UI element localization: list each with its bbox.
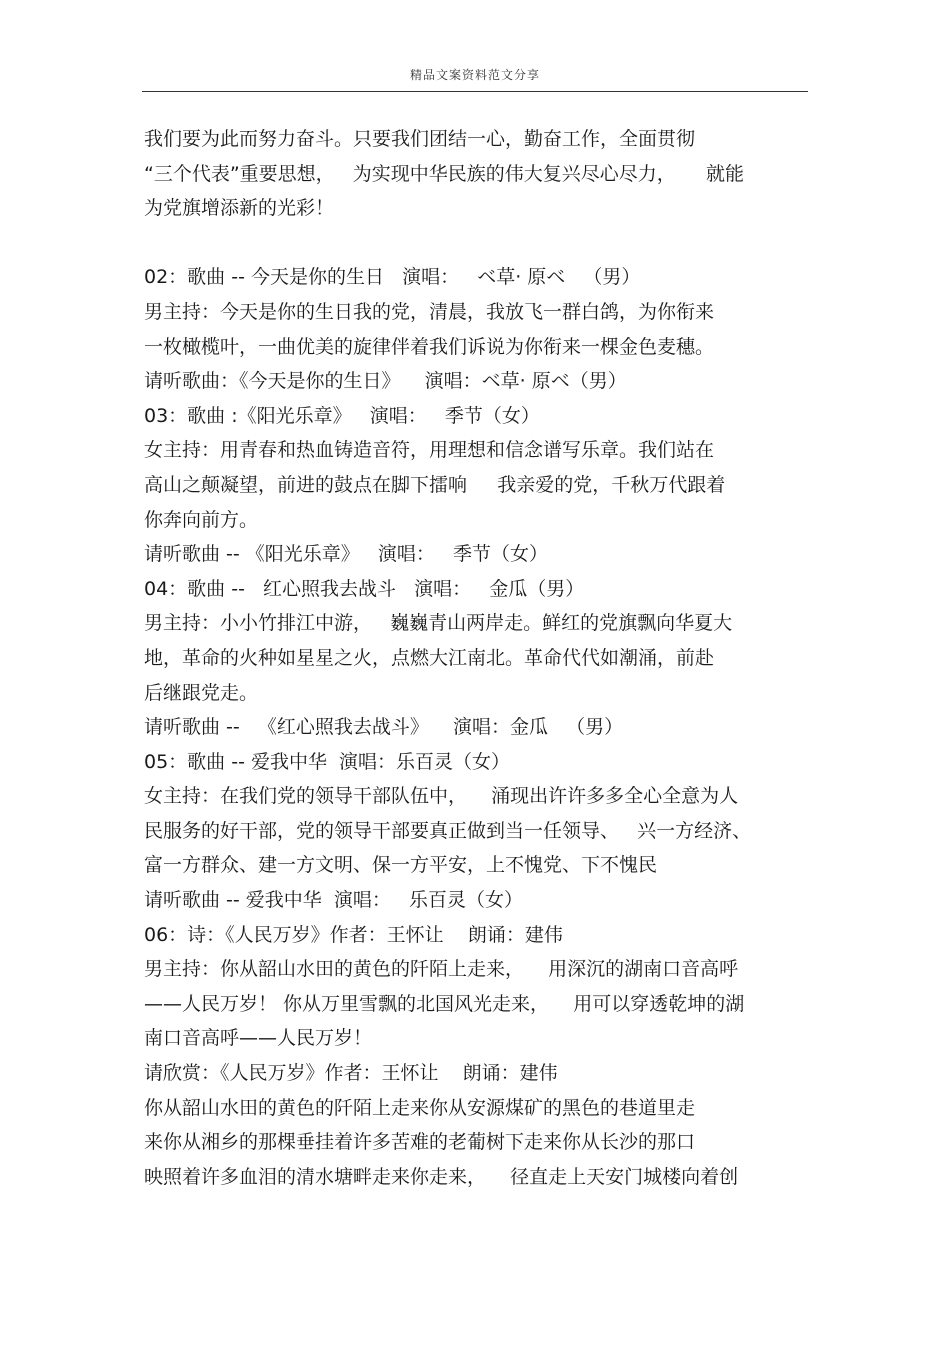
text-line: 请欣赏：《人民万岁》作者：王怀让 朗诵：建伟 — [144, 1062, 558, 1085]
text-line: 请听歌曲 -- 爱我中华 演唱： 乐百灵（女） — [144, 889, 523, 912]
text-line: 来你从湘乡的那棵垂挂着许多苦难的老葡树下走来你从长沙的那口 — [144, 1131, 696, 1154]
text-line: 03：歌曲 :《阳光乐章》 演唱： 季节（女） — [144, 404, 540, 427]
page-header: 精品文案资料范文分享 — [409, 68, 540, 82]
text-line: 映照着许多血泪的清水塘畔走来你走来， 径直走上天安门城楼向着创 — [144, 1165, 739, 1188]
text-line: 请听歌曲：《今天是你的生日》 演唱：ベ草· 原ベ（男） — [144, 370, 627, 393]
document-body — [144, 122, 810, 1194]
text-line: “三个代表”重要思想， 为实现中华民族的伟大复兴尽心尽力， 就能 — [144, 162, 745, 185]
text-line: 一枚橄榄叶，一曲优美的旋律伴着我们诉说为你衔来一棵金色麦穗。 — [144, 335, 715, 358]
text-line: 民服务的好干部，党的领导干部要真正做到当一任领导、 兴一方经济、 — [144, 819, 752, 842]
paragraph-gap — [144, 226, 810, 261]
header-divider — [142, 91, 808, 92]
text-line: 女主持：用青春和热血铸造音符，用理想和信念谱写乐章。我们站在 — [144, 439, 715, 462]
text-line: 为党旗增添新的光彩！ — [144, 197, 335, 220]
text-line: 富一方群众、建一方文明、保一方平安，上不愧党、下不愧民 — [144, 854, 658, 877]
text-line: 请听歌曲 -- 《红心照我去战斗》 演唱：金瓜 （男） — [144, 716, 624, 739]
text-line: 高山之颠凝望，前进的鼓点在脚下擂响 我亲爱的党，千秋万代跟着 — [144, 473, 726, 496]
text-line: 02：歌曲 -- 今天是你的生日 演唱： ベ草· 原ベ （男） — [144, 266, 641, 289]
text-line: 04：歌曲 -- 红心照我去战斗 演唱： 金瓜（男） — [144, 577, 585, 600]
text-line: 南口音高呼——人民万岁！ — [144, 1027, 373, 1050]
text-line: 地，革命的火种如星星之火，点燃大江南北。革命代代如潮涌，前赴 — [144, 646, 715, 669]
text-line: 06：诗：《人民万岁》作者：王怀让 朗诵：建伟 — [144, 923, 563, 946]
text-line: 男主持：今天是你的生日我的党，清晨，我放飞一群白鸽，为你衔来 — [144, 300, 715, 323]
text-line: ——人民万岁！ 你从万里雪飘的北国风光走来， 用可以穿透乾坤的湖 — [144, 992, 745, 1015]
text-line: 05：歌曲 -- 爱我中华 演唱：乐百灵（女） — [144, 750, 511, 773]
text-line: 我们要为此而努力奋斗。只要我们团结一心，勤奋工作，全面贯彻 — [144, 128, 696, 150]
text-line: 男主持：你从韶山水田的黄色的阡陌上走来， 用深沉的湖南口音高呼 — [144, 958, 739, 981]
text-line: 你从韶山水田的黄色的阡陌上走来你从安源煤矿的黑色的巷道里走 — [144, 1096, 696, 1119]
text-line: 请听歌曲 -- 《阳光乐章》 演唱： 季节（女） — [144, 543, 549, 566]
text-line: 后继跟党走。 — [144, 681, 259, 704]
text-line: 女主持：在我们党的领导干部队伍中， 涌现出许许多多全心全意为人 — [144, 785, 739, 808]
text-line: 你奔向前方。 — [144, 508, 259, 531]
text-line: 男主持：小小竹排江中游， 巍巍青山两岸走。鲜红的党旗飘向华夏大 — [144, 612, 733, 635]
